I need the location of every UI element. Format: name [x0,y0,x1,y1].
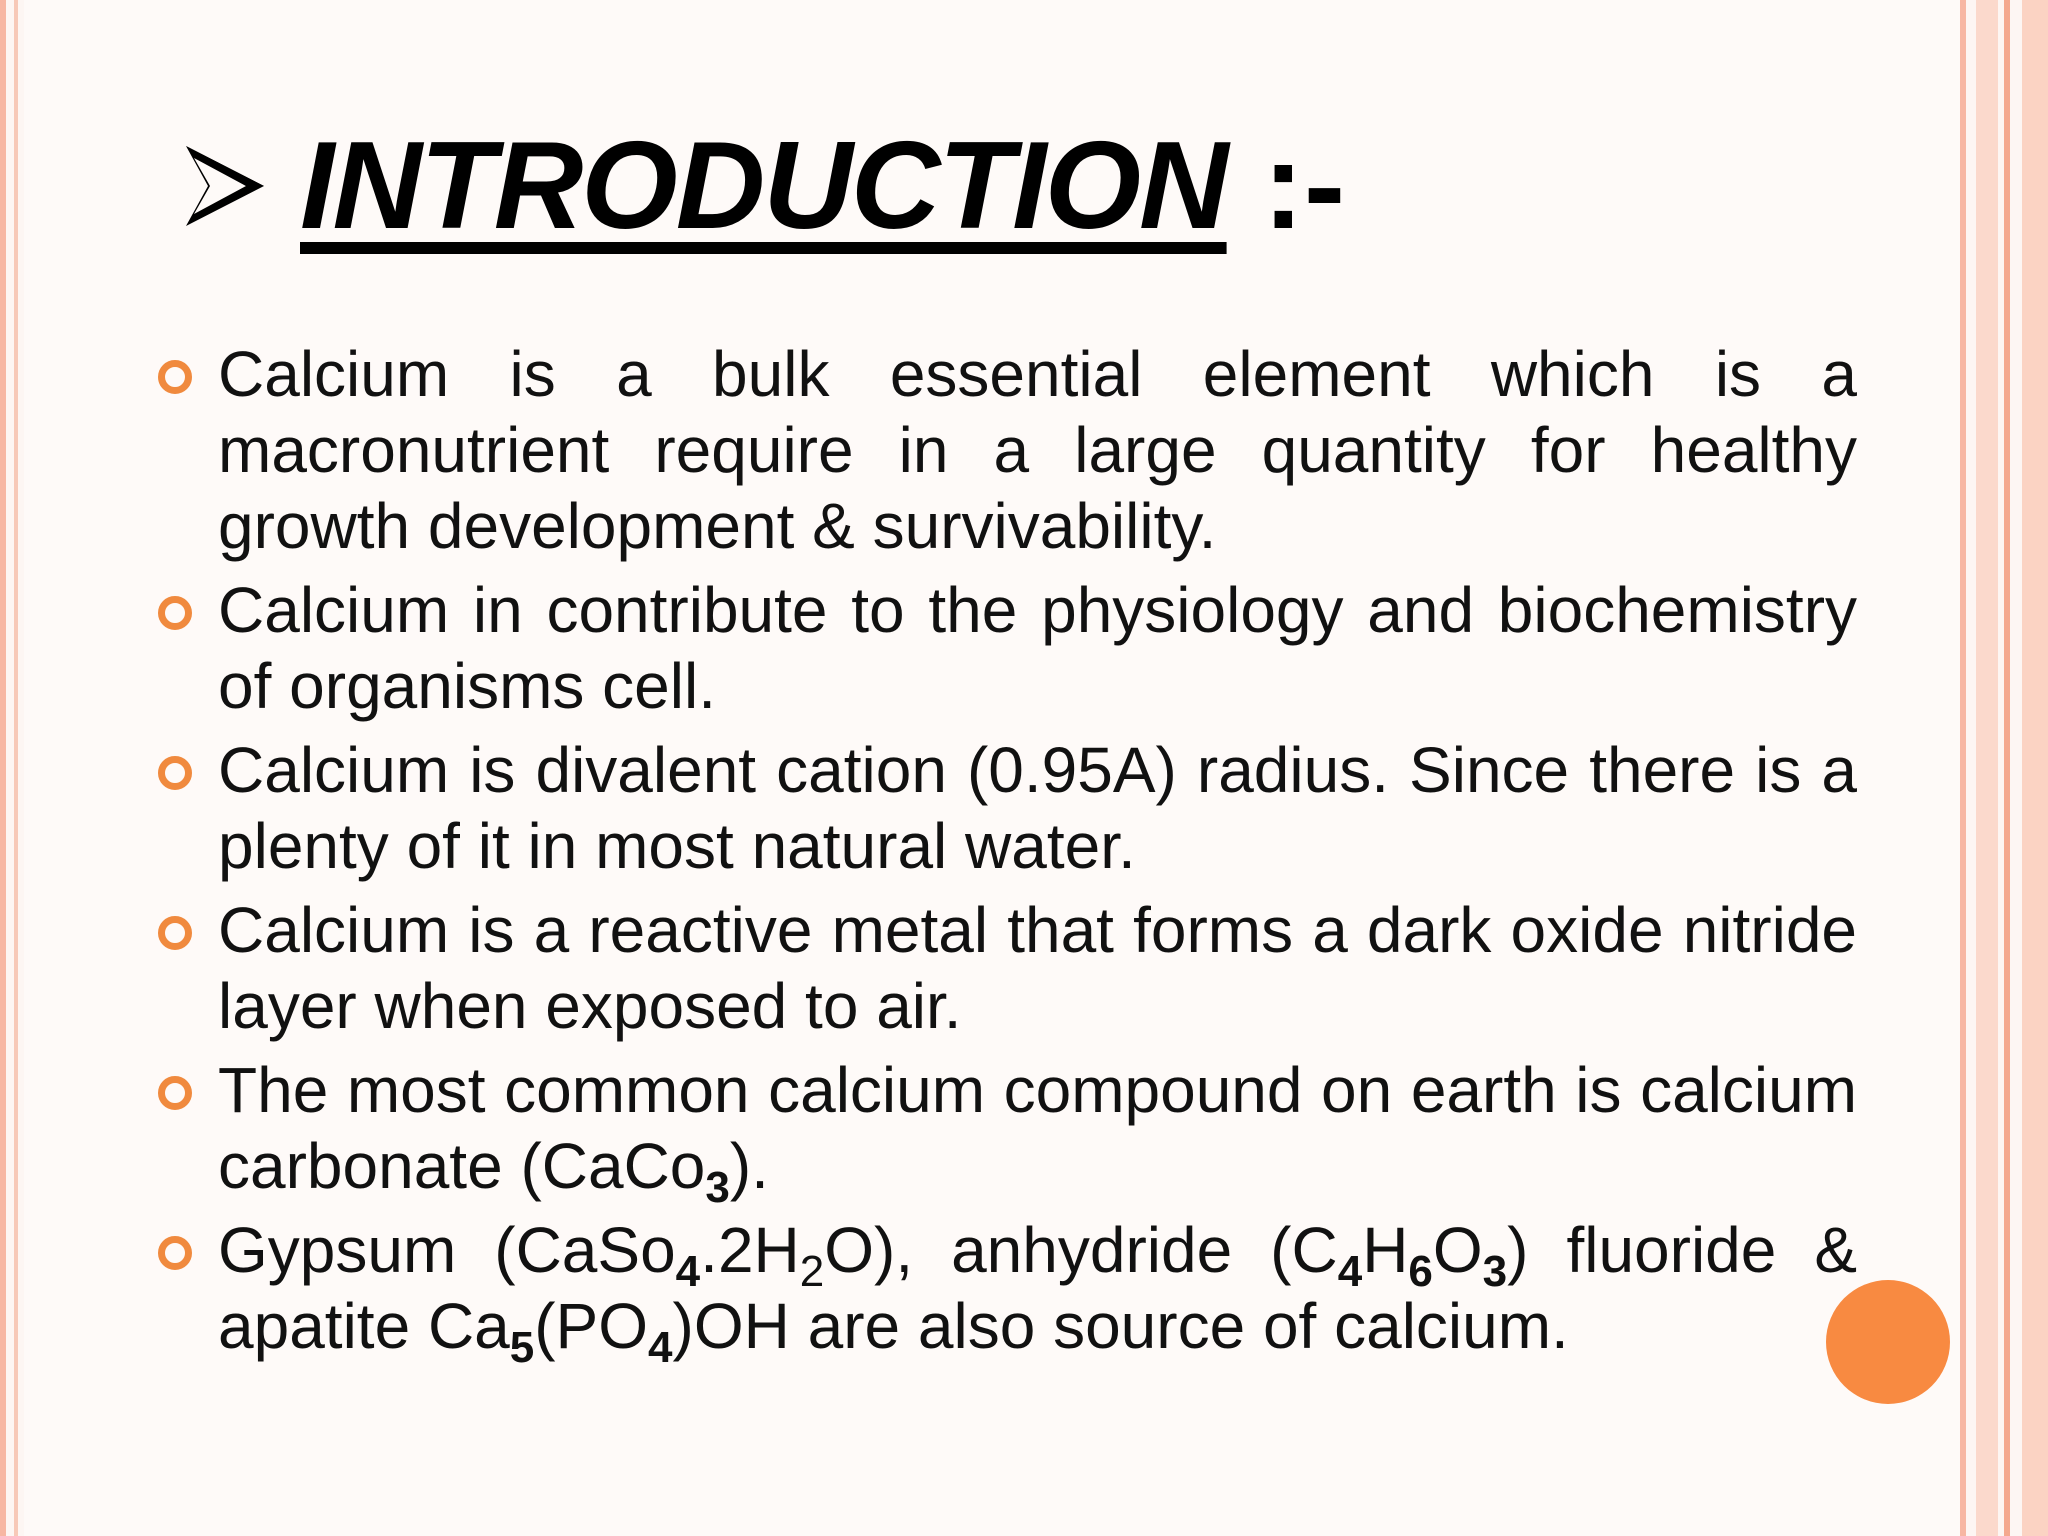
left-border-stripe [14,0,18,1536]
subscript: 4 [1337,1247,1363,1296]
slide-title [186,106,1345,266]
right-border-stripe [2022,0,2048,1536]
list-item [152,572,1857,724]
right-border-stripe [1976,0,1998,1536]
hollow-circle-icon [158,916,192,950]
list-item [152,1212,1858,1372]
decorative-circle [1826,1280,1950,1404]
bullet-text: Calcium is a reactive metal that forms a dark oxide nitride layer when exposed to air. [218,894,1857,1042]
subscript: 3 [1482,1247,1508,1296]
arrowhead-icon [186,146,264,226]
bullet-text: ) fluoride & apatite Ca [218,1214,1858,1362]
hollow-circle-icon [158,756,192,790]
bullet-text: )OH are also source of calcium. [672,1290,1569,1362]
subscript: 4 [648,1323,673,1372]
hollow-circle-icon [158,1076,192,1110]
subscript: 5 [509,1323,535,1372]
subscript: 2 [799,1247,825,1296]
bullet-text: The most common calcium compound on earth is calcium carbonate (CaCo [218,1054,1857,1202]
bullet-text: O [1432,1214,1483,1286]
bullet-list [152,336,1857,1372]
title-text: INTRODUCTION [300,117,1227,255]
right-border-stripe [1960,0,1966,1536]
right-border-stripe [2004,0,2010,1536]
bullet-text: Calcium is divalent cation (0.95A) radius. Since there is a plenty of it in most natural water. [218,734,1857,882]
bullet-text: Gypsum (CaSo [218,1214,676,1286]
list-item [152,336,1857,564]
bullet-text: ). [729,1130,769,1202]
list-item [152,1052,1857,1212]
bullet-text: .2H [700,1214,800,1286]
subscript: 4 [675,1247,701,1296]
list-item [152,732,1857,884]
left-border-stripe [0,0,6,1536]
bullet-text: H [1362,1214,1409,1286]
bullet-text: O), anhydride (C [824,1214,1338,1286]
hollow-circle-icon [158,596,192,630]
bullet-text: Calcium in contribute to the physiology and biochemistry of organisms cell. [218,574,1857,722]
bullet-text: Calcium is a bulk essential element which is a macronutrient require in a large quantity for healthy growth development & survivability. [218,338,1857,562]
title-suffix: :- [1262,117,1346,255]
subscript: 3 [705,1163,730,1212]
list-item [152,892,1857,1044]
bullet-text: (PO [534,1290,649,1362]
subscript: 6 [1408,1247,1433,1296]
hollow-circle-icon [158,360,192,394]
hollow-circle-icon [158,1236,192,1270]
